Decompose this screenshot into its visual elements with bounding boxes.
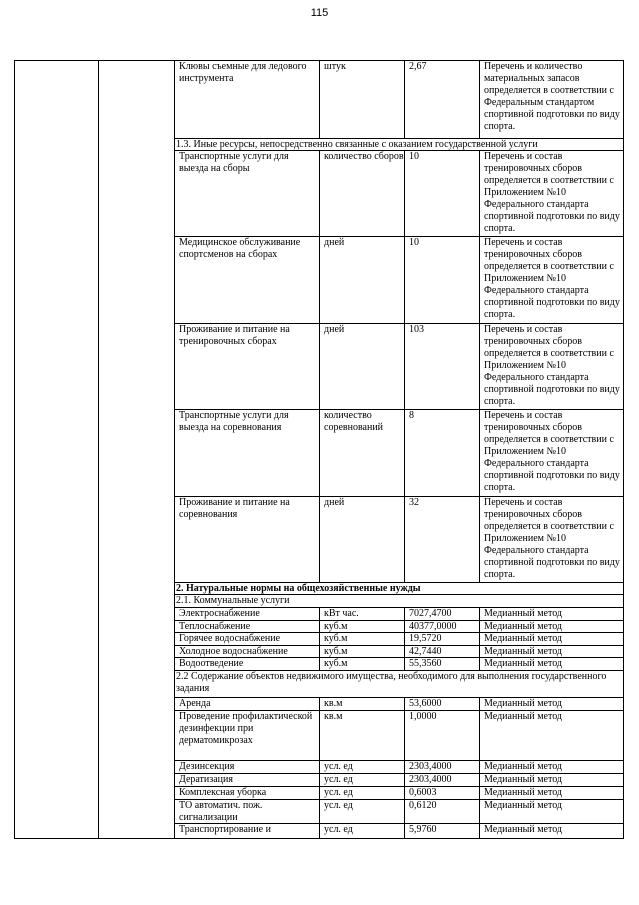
column-divider [319, 710, 320, 760]
cell-name: Дезинсекция [179, 761, 235, 772]
column-divider [319, 760, 320, 773]
cell-method: Перечень и состав тренировочных сборов определяется в соответствии с Приложением №10 Федерального стандарта спортивной подготовки по виду спорта. [484, 151, 620, 234]
column-divider [404, 697, 405, 710]
column-divider [319, 60, 320, 138]
column-divider [404, 409, 405, 496]
column-divider [479, 60, 480, 138]
cell-name: Электроснабжение [179, 608, 260, 619]
cell-unit: куб.м [324, 633, 348, 644]
column-divider [479, 710, 480, 760]
cell-unit: количество соревнований [324, 410, 384, 433]
cell-unit: дней [324, 497, 345, 508]
cell-value: 10 [409, 151, 419, 162]
column-divider [319, 645, 320, 657]
column-divider [319, 786, 320, 799]
section-heading: 2.1. Коммунальные услуги [176, 595, 290, 606]
cell-name: Клювы съемные для ледового инструмента [179, 61, 307, 84]
column-divider [174, 60, 175, 839]
cell-unit: усл. ед [324, 787, 353, 798]
section-heading: 2. Натуральные нормы на общехозяйственные нужды [176, 583, 421, 594]
cell-method: Перечень и состав тренировочных сборов определяется в соответствии с Приложением №10 Федерального стандарта спортивной подготовки по виду спорта. [484, 237, 620, 320]
cell-name: Транспортные услуги для выезда на сборы [179, 151, 289, 174]
cell-value: 2303,4000 [409, 761, 452, 772]
cell-name: Проведение профилактической дезинфекции при дерматомикрозах [179, 711, 313, 746]
cell-method: Медианный метод [484, 646, 563, 657]
cell-method: Медианный метод [484, 608, 563, 619]
cell-method: Медианный метод [484, 711, 563, 722]
column-divider [404, 710, 405, 760]
cell-unit: усл. ед [324, 800, 353, 811]
cell-value: 5,9760 [409, 824, 437, 835]
cell-method: Перечень и состав тренировочных сборов определяется в соответствии с Приложением №10 Федерального стандарта спортивной подготовки по виду спорта. [484, 324, 620, 407]
column-divider [404, 786, 405, 799]
cell-value: 2,67 [409, 61, 427, 72]
column-divider [319, 697, 320, 710]
cell-method: Медианный метод [484, 824, 563, 835]
cell-value: 10 [409, 237, 419, 248]
cell-unit: кв.м [324, 711, 343, 722]
norms-table [14, 60, 624, 839]
cell-value: 42,7440 [409, 646, 442, 657]
cell-name: Проживание и питание на соревнования [179, 497, 290, 520]
column-divider [319, 823, 320, 839]
cell-method: Медианный метод [484, 633, 563, 644]
cell-unit: количество сборов [324, 151, 404, 162]
column-divider [479, 760, 480, 773]
section-heading: 2.2 Содержание объектов недвижимого имущества, необходимого для выполнения государственного задания [176, 671, 607, 694]
column-divider [479, 645, 480, 657]
column-divider [404, 323, 405, 409]
cell-name: Медицинское обслуживание спортсменов на сборах [179, 237, 301, 260]
cell-method: Медианный метод [484, 800, 563, 811]
column-divider [319, 496, 320, 582]
cell-method: Медианный метод [484, 761, 563, 772]
column-divider [404, 150, 405, 236]
column-divider [404, 657, 405, 670]
cell-method: Медианный метод [484, 658, 563, 669]
cell-name: Холодное водоснабжение [179, 646, 288, 657]
cell-unit: усл. ед [324, 824, 353, 835]
column-divider [479, 620, 480, 632]
cell-name: Теплоснабжение [179, 621, 251, 632]
cell-unit: дней [324, 324, 345, 335]
column-divider [404, 620, 405, 632]
column-divider [479, 323, 480, 409]
table-border-right [623, 60, 624, 839]
cell-method: Перечень и количество материальных запасов определяется в соответствии с Федеральным стандартом спортивной подготовки по виду спорта. [484, 61, 620, 132]
cell-unit: кВт час. [324, 608, 359, 619]
column-divider [479, 773, 480, 786]
page-number: 115 [310, 7, 329, 19]
column-divider [479, 697, 480, 710]
cell-name: Дератизация [179, 774, 233, 785]
cell-method: Медианный метод [484, 698, 563, 709]
cell-unit: дней [324, 237, 345, 248]
cell-name: Транспортирование и [179, 824, 271, 835]
cell-name: ТО автоматич. пож. сигнализации [179, 800, 263, 823]
column-divider [479, 786, 480, 799]
column-divider [479, 799, 480, 823]
cell-name: Проживание и питание на тренировочных сборах [179, 324, 290, 347]
cell-name: Аренда [179, 698, 211, 709]
table-border-left [14, 60, 15, 839]
cell-method: Медианный метод [484, 774, 563, 785]
cell-method: Медианный метод [484, 621, 563, 632]
cell-value: 7027,4700 [409, 608, 452, 619]
cell-value: 55,3560 [409, 658, 442, 669]
column-divider [404, 773, 405, 786]
column-divider [479, 632, 480, 645]
cell-unit: усл. ед [324, 774, 353, 785]
column-divider [404, 60, 405, 138]
cell-value: 19,5720 [409, 633, 442, 644]
column-divider [404, 760, 405, 773]
cell-unit: куб.м [324, 646, 348, 657]
cell-value: 53,6000 [409, 698, 442, 709]
cell-value: 40377,0000 [409, 621, 457, 632]
column-divider [319, 323, 320, 409]
column-divider [319, 607, 320, 620]
cell-unit: куб.м [324, 658, 348, 669]
cell-method: Медианный метод [484, 787, 563, 798]
column-divider [479, 657, 480, 670]
cell-unit: куб.м [324, 621, 348, 632]
cell-value: 32 [409, 497, 419, 508]
column-divider [479, 150, 480, 236]
cell-value: 0,6003 [409, 787, 437, 798]
column-divider [404, 632, 405, 645]
column-divider [319, 632, 320, 645]
cell-value: 8 [409, 410, 414, 421]
cell-value: 0,6120 [409, 800, 437, 811]
column-divider [479, 236, 480, 323]
column-divider [404, 645, 405, 657]
column-divider [319, 773, 320, 786]
cell-method: Перечень и состав тренировочных сборов определяется в соответствии с Приложением №10 Федерального стандарта спортивной подготовки по виду спорта. [484, 410, 620, 493]
column-divider [319, 799, 320, 823]
column-divider [319, 657, 320, 670]
cell-name: Транспортные услуги для выезда на соревнования [179, 410, 289, 433]
cell-value: 103 [409, 324, 424, 335]
cell-name: Комплексная уборка [179, 787, 267, 798]
column-divider [404, 496, 405, 582]
cell-value: 2303,4000 [409, 774, 452, 785]
cell-unit: усл. ед [324, 761, 353, 772]
cell-name: Водоотведение [179, 658, 244, 669]
column-divider [404, 823, 405, 839]
cell-unit: штук [324, 61, 346, 72]
cell-value: 1,0000 [409, 711, 437, 722]
column-divider [404, 236, 405, 323]
column-divider [98, 60, 99, 839]
column-divider [479, 496, 480, 582]
column-divider [404, 607, 405, 620]
cell-method: Перечень и состав тренировочных сборов определяется в соответствии с Приложением №10 Федерального стандарта спортивной подготовки по виду спорта. [484, 497, 620, 580]
column-divider [479, 607, 480, 620]
column-divider [479, 823, 480, 839]
section-heading: 1.3. Иные ресурсы, непосредственно связанные с оказанием государственной услуги [176, 139, 538, 150]
cell-unit: кв.м [324, 698, 343, 709]
column-divider [319, 409, 320, 496]
cell-name: Горячее водоснабжение [179, 633, 281, 644]
column-divider [319, 620, 320, 632]
column-divider [319, 236, 320, 323]
column-divider [404, 799, 405, 823]
column-divider [319, 150, 320, 236]
column-divider [479, 409, 480, 496]
